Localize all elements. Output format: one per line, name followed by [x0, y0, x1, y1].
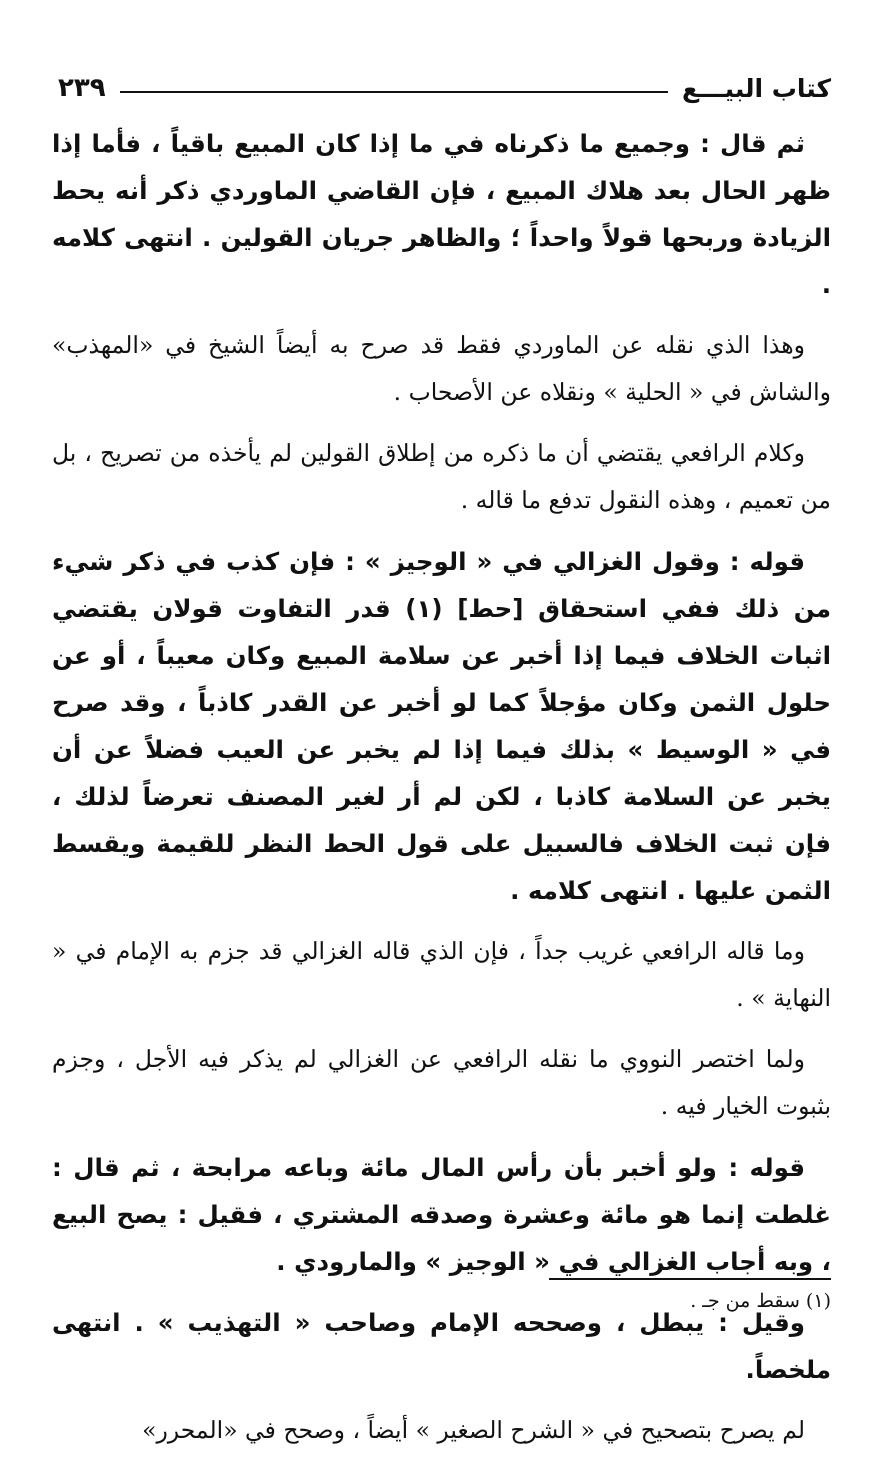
paragraph: وقيل : يبطل ، وصححه الإمام وصاحب « التهذيب » . انتهى ملخصاً.: [52, 1308, 831, 1384]
paragraph: وكلام الرافعي يقتضي أن ما ذكره من إطلاق القولين لم يأخذه من تصريح ، بل من تعميم ، وهذه النقول تدفع ما قاله .: [52, 439, 831, 514]
page-body: [52, 120, 831, 1468]
paragraph: ولما اختصر النووي ما نقله الرافعي عن الغزالي لم يذكر فيه الأجل ، وجزم بثبوت الخيار فيه .: [52, 1045, 831, 1120]
header-rule: [120, 91, 668, 93]
paragraph: قوله : وقول الغزالي في « الوجيز » : فإن كذب في ذكر شيء من ذلك ففي استحقاق [حط] (١) قدر التفاوت قولان يقتضي اثبات الخلاف فيما إذا أخبر عن سلامة المبيع وكان معيباً ، أو عن حلول الثمن وكان مؤجلاً كما لو أخبر عن القدر كاذباً ، وقد صرح في « الوسيط » بذلك فيما إذا لم يخبر عن العيب فضلاً عن أن يخبر عن السلامة كاذبا ، لكن لم أر لغير المصنف تعرضاً لذلك ، فإن ثبت الخلاف فالسبيل على قول الحط النظر للقيمة ويقسط الثمن عليها . انتهى كلامه .: [52, 547, 831, 905]
paragraph: ثم قال : وجميع ما ذكرناه في ما إذا كان المبيع باقياً ، فأما إذا ظهر الحال بعد هلاك المبيع ، فإن القاضي الماوردي ذكر أنه يحط الزيادة وربحها قولاً واحداً ؛ والظاهر جريان القولين . انتهى كلامه .: [52, 129, 831, 299]
footnote-separator: [549, 1278, 831, 1280]
page-number: ٢٣٩: [58, 73, 106, 103]
paragraph: وهذا الذي نقله عن الماوردي فقط قد صرح به أيضاً الشيخ في «المهذب» والشاش في « الحلية » ونقلاه عن الأصحاب .: [52, 331, 831, 406]
footnote: (١) سقط من جـ .: [690, 1290, 831, 1312]
page-header: [58, 68, 831, 108]
paragraph: لم يصرح بتصحيح في « الشرح الصغير » أيضاً ، وصحح في «المحرر»: [142, 1416, 805, 1444]
running-title: كتاب البيـــع: [681, 73, 831, 103]
paragraph: وما قاله الرافعي غريب جداً ، فإن الذي قاله الغزالي قد جزم به الإمام في « النهاية » .: [52, 937, 831, 1012]
paragraph: قوله : ولو أخبر بأن رأس المال مائة وباعه مرابحة ، ثم قال : غلطت إنما هو مائة وعشرة وصدقه المشتري ، فقيل : يصح البيع ، وبه أجاب الغزالي في « الوجيز » والمارودي .: [52, 1153, 831, 1276]
